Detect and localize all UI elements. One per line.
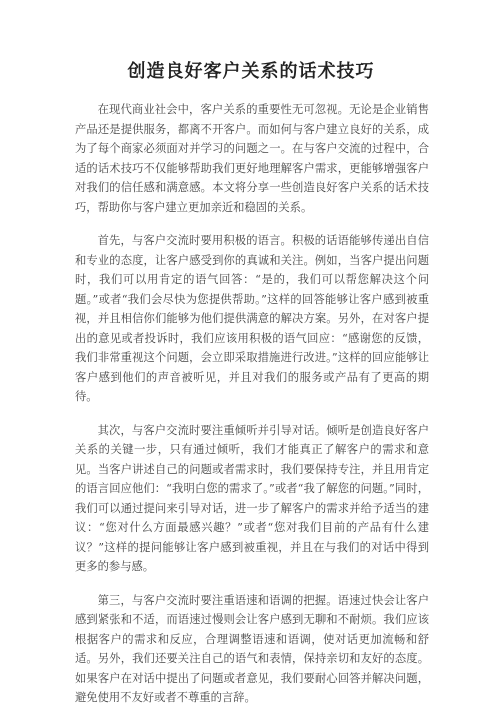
paragraph-speech-pace: 第三，与客户交流时要注重语速和语调的把握。语速过快会让客户感到紧张和不适，而语速过慢则会让客户感到无聊和不耐烦。我们应该根据客户的需求和反应，合理调整语速和语调，使对话更加流畅和舒适。另外，我们还要关注自己的语气和表情，保持亲切和友好的态度。如果客户在对话中提出了问题或者意见，我们要耐心回答并解决问题，避免使用不友好或者不尊重的言辞。 (75, 593, 429, 704)
paragraph-listening: 其次，与客户交流时要注重倾听并引导对话。倾听是创造良好客户关系的关键一步，只有通过倾听，我们才能真正了解客户的需求和意见。当客户讲述自己的问题或者需求时，我们要保持专注，并且用肯定的语言回应他们：“我明白您的需求了。”或者“我了解您的问题。”同时，我们可以通过提问来引导对话，进一步了解客户的需求并给予适当的建议：“您对什么方面最感兴趣？”或者“您对我们目前的产品有什么建议？”这样的提问能够让客户感到被重视，并且在与我们的对话中得到更多的参与感。 (75, 423, 429, 573)
document-body (75, 100, 429, 722)
document-title: 创造良好客户关系的话术技巧 (127, 61, 375, 82)
paragraph-positive-language: 首先，与客户交流时要用积极的语言。积极的话语能够传递出自信和专业的态度，让客户感受到你的真诚和关注。例如，当客户提出问题时，我们可以用肯定的语气回答：“是的，我们可以帮您解决这个问题。”或者“我们会尽快为您提供帮助。”这样的回答能够让客户感到被重视，并且相信你们能够为他们提供满意的解决方案。另外，在对客户提出的意见或者投诉时，我们应该用积极的语气回应：“感谢您的反馈，我们非常重视这个问题，会立即采取措施进行改进。”这样的回应能够让客户感到他们的声音被听见，并且对我们的服务或产品有了更高的期待。 (75, 234, 429, 403)
paragraph-intro: 在现代商业社会中，客户关系的重要性无可忽视。无论是企业销售产品还是提供服务，都离不开客户。而如何与客户建立良好的关系，成为了每个商家必须面对并学习的问题之一。在与客户交流的过程中，合适的话术技巧不仅能够帮助我们更好地理解客户需求，更能够增强客户对我们的信任感和满意感。本文将分享一些创造良好客户关系的话术技巧，帮助你与客户建立更加亲近和稳固的关系。 (75, 103, 429, 214)
